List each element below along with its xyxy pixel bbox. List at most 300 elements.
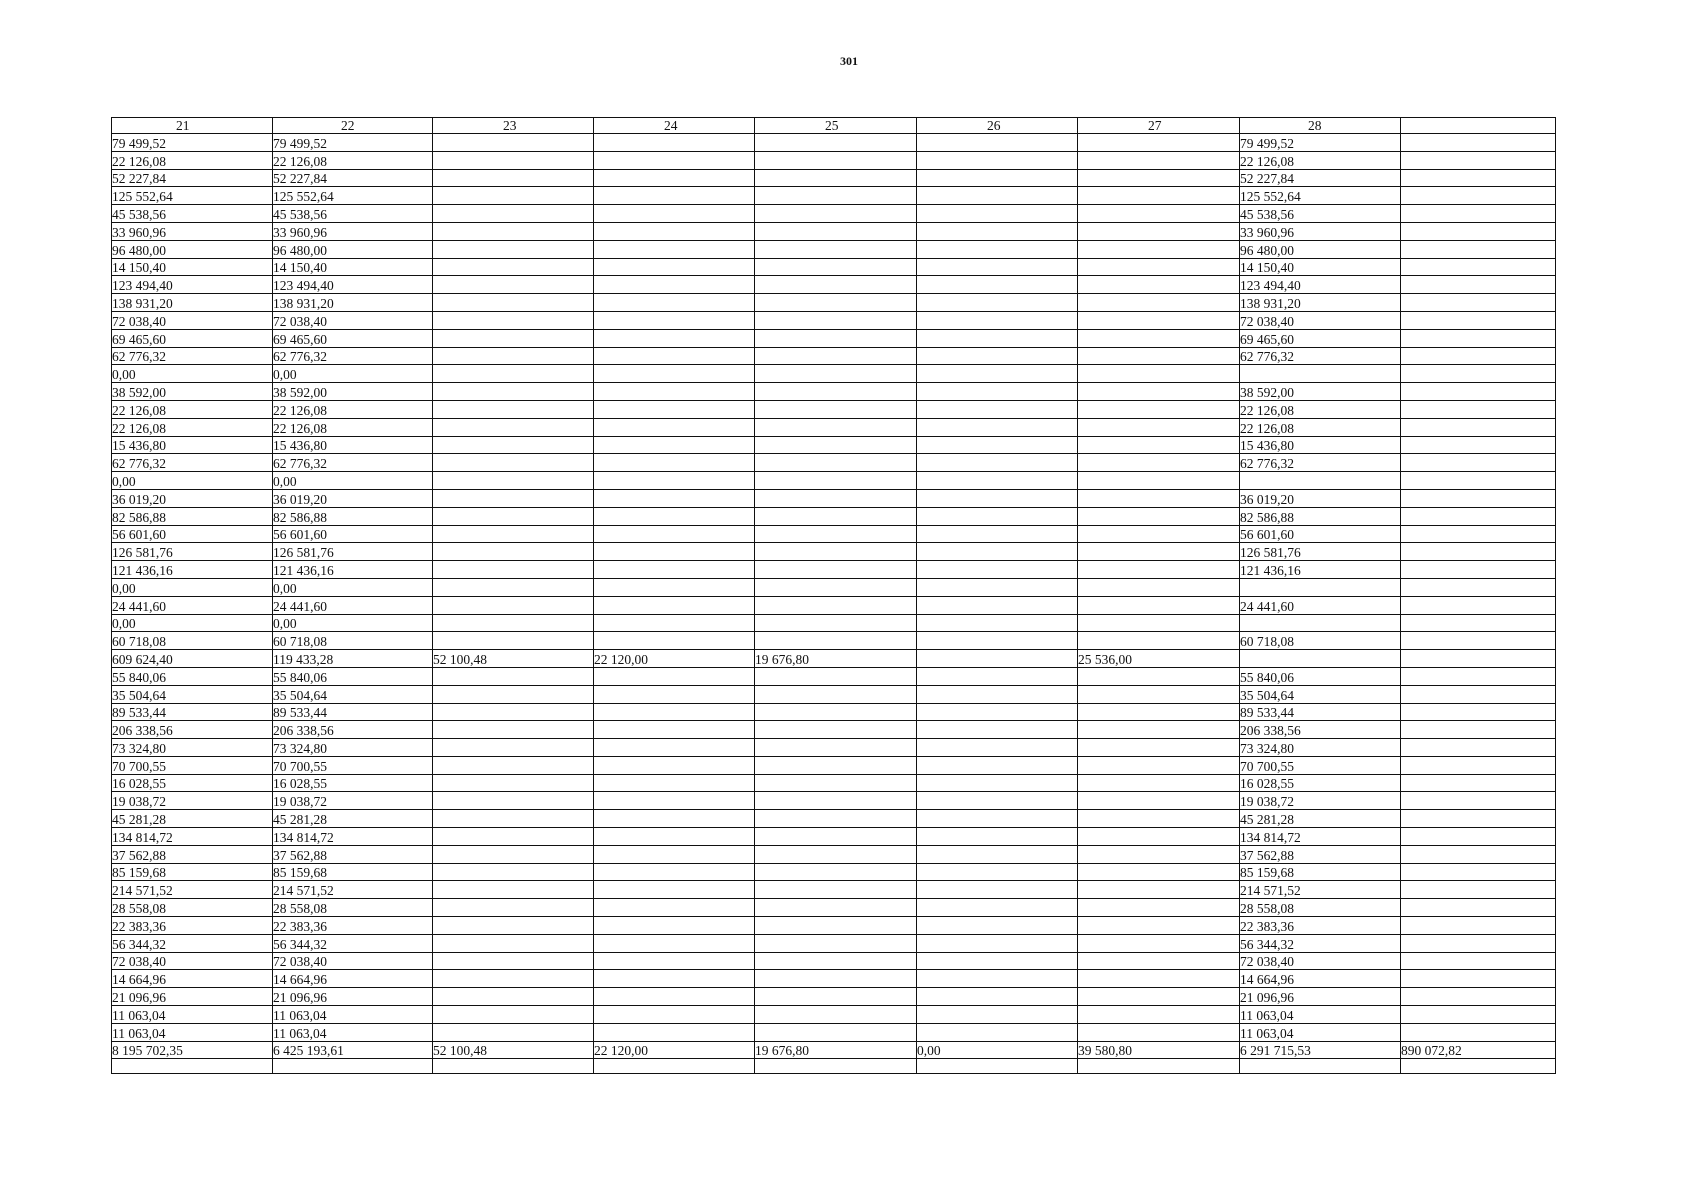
table-cell	[917, 205, 1078, 223]
table-cell	[755, 667, 917, 685]
table-row	[112, 703, 1556, 721]
table-cell: 15 436,80	[1240, 436, 1401, 454]
table-cell	[1401, 667, 1556, 685]
table-cell	[917, 383, 1078, 401]
table-cell	[433, 667, 594, 685]
table-cell	[755, 845, 917, 863]
table-cell	[755, 1023, 917, 1041]
table-cell	[917, 632, 1078, 650]
table-cell	[594, 1006, 755, 1024]
table-cell	[594, 988, 755, 1006]
table-cell: 36 019,20	[112, 489, 273, 507]
table-cell	[594, 311, 755, 329]
table-cell	[594, 525, 755, 543]
table-cell: 89 533,44	[273, 703, 433, 721]
table-cell	[917, 899, 1078, 917]
table-cell: 70 700,55	[112, 756, 273, 774]
table-cell: 96 480,00	[112, 240, 273, 258]
table-row	[112, 383, 1556, 401]
table-cell: 0,00	[917, 1041, 1078, 1059]
table-row	[112, 632, 1556, 650]
table-cell	[1078, 294, 1240, 312]
table-cell	[1078, 970, 1240, 988]
table-cell	[755, 952, 917, 970]
table-cell	[917, 543, 1078, 561]
table-cell	[433, 934, 594, 952]
table-cell	[433, 863, 594, 881]
table-cell	[1240, 1059, 1401, 1074]
table-cell: 79 499,52	[112, 134, 273, 152]
table-cell	[1078, 721, 1240, 739]
table-cell	[1401, 151, 1556, 169]
table-cell: 72 038,40	[273, 952, 433, 970]
table-cell: 22 126,08	[112, 418, 273, 436]
table-cell	[594, 1023, 755, 1041]
table-cell	[755, 578, 917, 596]
table-cell	[1240, 472, 1401, 490]
table-cell: 37 562,88	[1240, 845, 1401, 863]
table-cell	[1078, 774, 1240, 792]
table-row	[112, 151, 1556, 169]
table-cell	[755, 472, 917, 490]
table-cell	[594, 739, 755, 757]
table-row	[112, 792, 1556, 810]
table-cell: 85 159,68	[1240, 863, 1401, 881]
table-cell	[594, 222, 755, 240]
table-cell	[917, 774, 1078, 792]
table-cell: 206 338,56	[1240, 721, 1401, 739]
table-cell	[917, 347, 1078, 365]
table-cell	[917, 489, 1078, 507]
table-cell	[594, 489, 755, 507]
table-cell	[755, 311, 917, 329]
table-cell	[1401, 739, 1556, 757]
table-cell	[594, 472, 755, 490]
table-cell	[1401, 952, 1556, 970]
table-cell	[755, 917, 917, 935]
table-cell	[1401, 917, 1556, 935]
table-cell	[1240, 650, 1401, 668]
table-cell	[917, 845, 1078, 863]
table-cell: 73 324,80	[273, 739, 433, 757]
table-cell	[917, 810, 1078, 828]
table-cell: 11 063,04	[273, 1023, 433, 1041]
table-cell: 123 494,40	[1240, 276, 1401, 294]
table-cell	[273, 1059, 433, 1074]
table-cell	[594, 917, 755, 935]
table-cell: 22 383,36	[273, 917, 433, 935]
table-cell: 79 499,52	[1240, 134, 1401, 152]
table-cell	[594, 400, 755, 418]
table-cell: 0,00	[273, 365, 433, 383]
table-cell: 11 063,04	[112, 1023, 273, 1041]
table-cell	[433, 721, 594, 739]
table-cell: 35 504,64	[1240, 685, 1401, 703]
table-cell	[917, 187, 1078, 205]
table-row	[112, 845, 1556, 863]
table-cell	[594, 578, 755, 596]
table-cell	[1078, 400, 1240, 418]
table-cell	[755, 774, 917, 792]
table-cell	[1401, 650, 1556, 668]
table-cell	[112, 1059, 273, 1074]
table-cell	[1401, 828, 1556, 846]
table-cell	[433, 881, 594, 899]
table-cell	[1078, 703, 1240, 721]
table-cell	[433, 383, 594, 401]
table-cell	[1078, 311, 1240, 329]
table-header	[112, 118, 1556, 134]
table-row	[112, 970, 1556, 988]
data-table	[111, 117, 1556, 1074]
table-cell	[433, 578, 594, 596]
table-cell	[755, 276, 917, 294]
table-cell	[917, 863, 1078, 881]
table-cell	[917, 596, 1078, 614]
table-cell	[755, 400, 917, 418]
table-row	[112, 258, 1556, 276]
table-cell	[594, 721, 755, 739]
table-row	[112, 418, 1556, 436]
table-cell	[594, 828, 755, 846]
table-cell	[1401, 489, 1556, 507]
table-cell: 0,00	[112, 578, 273, 596]
table-cell	[917, 525, 1078, 543]
table-cell: 56 344,32	[1240, 934, 1401, 952]
table-cell	[1078, 899, 1240, 917]
table-cell: 35 504,64	[273, 685, 433, 703]
table-cell	[433, 952, 594, 970]
table-cell: 126 581,76	[1240, 543, 1401, 561]
table-cell: 33 960,96	[1240, 222, 1401, 240]
table-cell	[755, 739, 917, 757]
table-cell	[755, 240, 917, 258]
table-cell: 16 028,55	[112, 774, 273, 792]
table-cell	[1401, 347, 1556, 365]
column-header: 21	[112, 118, 273, 134]
table-cell: 214 571,52	[1240, 881, 1401, 899]
table-cell	[755, 543, 917, 561]
table-cell	[1078, 632, 1240, 650]
table-cell	[1078, 489, 1240, 507]
table-cell	[917, 418, 1078, 436]
page-number: 301	[840, 54, 858, 68]
table-cell	[1078, 240, 1240, 258]
table-cell: 22 126,08	[273, 151, 433, 169]
table-cell	[1078, 169, 1240, 187]
table-cell: 0,00	[273, 472, 433, 490]
table-cell: 69 465,60	[273, 329, 433, 347]
table-cell	[433, 169, 594, 187]
table-cell: 55 840,06	[112, 667, 273, 685]
table-cell: 37 562,88	[112, 845, 273, 863]
table-cell: 62 776,32	[112, 454, 273, 472]
table-cell	[1078, 418, 1240, 436]
table-cell: 52 227,84	[273, 169, 433, 187]
table-cell	[755, 187, 917, 205]
table-cell	[917, 400, 1078, 418]
table-row	[112, 507, 1556, 525]
table-cell: 134 814,72	[273, 828, 433, 846]
table-cell	[594, 756, 755, 774]
table-cell	[433, 988, 594, 1006]
table-cell	[1401, 1023, 1556, 1041]
table-cell	[755, 828, 917, 846]
table-cell: 45 538,56	[112, 205, 273, 223]
table-row	[112, 329, 1556, 347]
column-header	[1401, 118, 1556, 134]
table-cell	[917, 1059, 1078, 1074]
table-cell	[1401, 169, 1556, 187]
table-cell: 22 126,08	[112, 400, 273, 418]
table-cell: 14 664,96	[1240, 970, 1401, 988]
table-cell	[1401, 1059, 1556, 1074]
table-cell: 52 227,84	[112, 169, 273, 187]
table-row	[112, 489, 1556, 507]
table-cell	[594, 970, 755, 988]
table-cell	[917, 685, 1078, 703]
table-cell	[594, 329, 755, 347]
table-cell	[917, 258, 1078, 276]
table-cell	[1401, 1006, 1556, 1024]
table-cell: 16 028,55	[273, 774, 433, 792]
table-cell	[433, 151, 594, 169]
table-cell: 609 624,40	[112, 650, 273, 668]
table-cell	[1401, 596, 1556, 614]
column-header: 26	[917, 118, 1078, 134]
table-row	[112, 454, 1556, 472]
table-cell: 0,00	[273, 614, 433, 632]
table-cell	[1401, 365, 1556, 383]
table-cell: 85 159,68	[112, 863, 273, 881]
table-cell	[755, 329, 917, 347]
table-cell	[755, 881, 917, 899]
table-cell: 70 700,55	[1240, 756, 1401, 774]
table-cell	[1401, 988, 1556, 1006]
table-cell: 21 096,96	[1240, 988, 1401, 1006]
table-cell	[755, 205, 917, 223]
table-cell: 72 038,40	[1240, 952, 1401, 970]
table-cell	[1401, 294, 1556, 312]
table-cell	[917, 739, 1078, 757]
table-cell: 62 776,32	[273, 454, 433, 472]
table-cell	[1078, 436, 1240, 454]
table-cell: 6 291 715,53	[1240, 1041, 1401, 1059]
table-cell	[1078, 828, 1240, 846]
table-cell	[433, 685, 594, 703]
table-cell	[1401, 614, 1556, 632]
table-row	[112, 810, 1556, 828]
table-cell: 14 150,40	[112, 258, 273, 276]
table-cell: 890 072,82	[1401, 1041, 1556, 1059]
table-cell	[917, 507, 1078, 525]
table-cell	[917, 970, 1078, 988]
table-cell: 22 383,36	[1240, 917, 1401, 935]
table-cell	[433, 1059, 594, 1074]
table-cell	[1078, 151, 1240, 169]
table-row	[112, 294, 1556, 312]
table-cell: 22 383,36	[112, 917, 273, 935]
table-cell	[1401, 205, 1556, 223]
table-cell	[1078, 258, 1240, 276]
table-cell	[433, 489, 594, 507]
table-cell	[1078, 934, 1240, 952]
table-cell: 45 281,28	[1240, 810, 1401, 828]
table-cell	[594, 418, 755, 436]
table-cell	[1078, 863, 1240, 881]
table-cell	[1078, 134, 1240, 152]
table-cell: 96 480,00	[1240, 240, 1401, 258]
table-cell	[1078, 845, 1240, 863]
table-cell: 72 038,40	[112, 311, 273, 329]
table-cell	[594, 151, 755, 169]
table-cell	[1240, 578, 1401, 596]
table-row	[112, 863, 1556, 881]
table-cell	[594, 952, 755, 970]
table-cell: 85 159,68	[273, 863, 433, 881]
table-cell	[594, 187, 755, 205]
table-cell	[1078, 276, 1240, 294]
table-cell	[433, 240, 594, 258]
table-cell	[755, 418, 917, 436]
table-cell	[917, 1006, 1078, 1024]
table-cell: 79 499,52	[273, 134, 433, 152]
table-cell: 16 028,55	[1240, 774, 1401, 792]
table-cell	[755, 863, 917, 881]
table-cell	[1401, 222, 1556, 240]
table-cell	[433, 614, 594, 632]
table-cell: 60 718,08	[1240, 632, 1401, 650]
table-cell: 11 063,04	[273, 1006, 433, 1024]
table-cell	[594, 436, 755, 454]
table-cell	[433, 810, 594, 828]
table-cell: 14 664,96	[112, 970, 273, 988]
table-cell: 15 436,80	[273, 436, 433, 454]
column-header: 24	[594, 118, 755, 134]
table-cell	[917, 472, 1078, 490]
table-cell: 36 019,20	[1240, 489, 1401, 507]
table-cell: 22 126,08	[112, 151, 273, 169]
table-cell	[1401, 934, 1556, 952]
table-cell	[755, 436, 917, 454]
table-cell	[917, 561, 1078, 579]
table-cell: 19 676,80	[755, 1041, 917, 1059]
table-cell	[1078, 578, 1240, 596]
table-cell: 82 586,88	[1240, 507, 1401, 525]
table-cell	[433, 1006, 594, 1024]
table-cell	[1401, 525, 1556, 543]
table-cell	[1078, 756, 1240, 774]
table-cell: 0,00	[112, 614, 273, 632]
table-cell	[433, 525, 594, 543]
table-row	[112, 578, 1556, 596]
table-cell	[917, 365, 1078, 383]
table-cell	[433, 561, 594, 579]
table-cell: 35 504,64	[112, 685, 273, 703]
table-cell	[1078, 365, 1240, 383]
table-cell: 45 538,56	[273, 205, 433, 223]
table-cell	[433, 917, 594, 935]
table-cell	[755, 899, 917, 917]
table-cell	[433, 774, 594, 792]
table-cell	[433, 543, 594, 561]
table-cell	[755, 454, 917, 472]
table-cell: 0,00	[273, 578, 433, 596]
table-cell	[1078, 525, 1240, 543]
table-cell	[1078, 347, 1240, 365]
table-row	[112, 205, 1556, 223]
table-cell	[594, 205, 755, 223]
table-cell	[1078, 739, 1240, 757]
table-cell	[755, 365, 917, 383]
table-cell: 33 960,96	[273, 222, 433, 240]
table-cell: 82 586,88	[273, 507, 433, 525]
table-cell	[433, 347, 594, 365]
table-cell	[433, 311, 594, 329]
table-cell: 19 038,72	[273, 792, 433, 810]
table-cell	[594, 1059, 755, 1074]
table-cell: 38 592,00	[1240, 383, 1401, 401]
table-cell	[755, 632, 917, 650]
table-cell	[755, 525, 917, 543]
table-cell	[433, 507, 594, 525]
table-cell: 56 601,60	[273, 525, 433, 543]
table-cell: 138 931,20	[112, 294, 273, 312]
table-row	[112, 614, 1556, 632]
table-cell	[433, 294, 594, 312]
table-cell: 52 227,84	[1240, 169, 1401, 187]
table-cell	[917, 614, 1078, 632]
table-cell: 206 338,56	[112, 721, 273, 739]
table-cell	[433, 258, 594, 276]
table-cell	[594, 845, 755, 863]
table-cell	[917, 169, 1078, 187]
table-cell	[433, 970, 594, 988]
table-cell	[594, 383, 755, 401]
table-cell	[917, 311, 1078, 329]
table-cell: 38 592,00	[112, 383, 273, 401]
table-cell: 33 960,96	[112, 222, 273, 240]
table-row	[112, 311, 1556, 329]
table-cell: 72 038,40	[1240, 311, 1401, 329]
column-header: 28	[1240, 118, 1401, 134]
table-cell	[594, 774, 755, 792]
table-cell	[1078, 1059, 1240, 1074]
table-cell: 56 601,60	[1240, 525, 1401, 543]
table-row	[112, 365, 1556, 383]
table-cell: 11 063,04	[1240, 1006, 1401, 1024]
table-cell: 72 038,40	[273, 311, 433, 329]
table-cell	[1401, 134, 1556, 152]
table-cell	[1078, 383, 1240, 401]
table-cell	[1240, 365, 1401, 383]
table-cell	[755, 294, 917, 312]
table-cell	[755, 614, 917, 632]
table-cell	[594, 881, 755, 899]
table-row	[112, 1023, 1556, 1041]
table-cell	[1401, 507, 1556, 525]
table-cell	[1078, 667, 1240, 685]
table-cell: 52 100,48	[433, 1041, 594, 1059]
table-cell	[1078, 561, 1240, 579]
data-table-container	[111, 117, 1555, 1083]
table-cell	[1078, 917, 1240, 935]
table-cell	[917, 792, 1078, 810]
table-cell: 36 019,20	[273, 489, 433, 507]
table-cell	[755, 934, 917, 952]
table-cell: 14 150,40	[273, 258, 433, 276]
column-header: 25	[755, 118, 917, 134]
